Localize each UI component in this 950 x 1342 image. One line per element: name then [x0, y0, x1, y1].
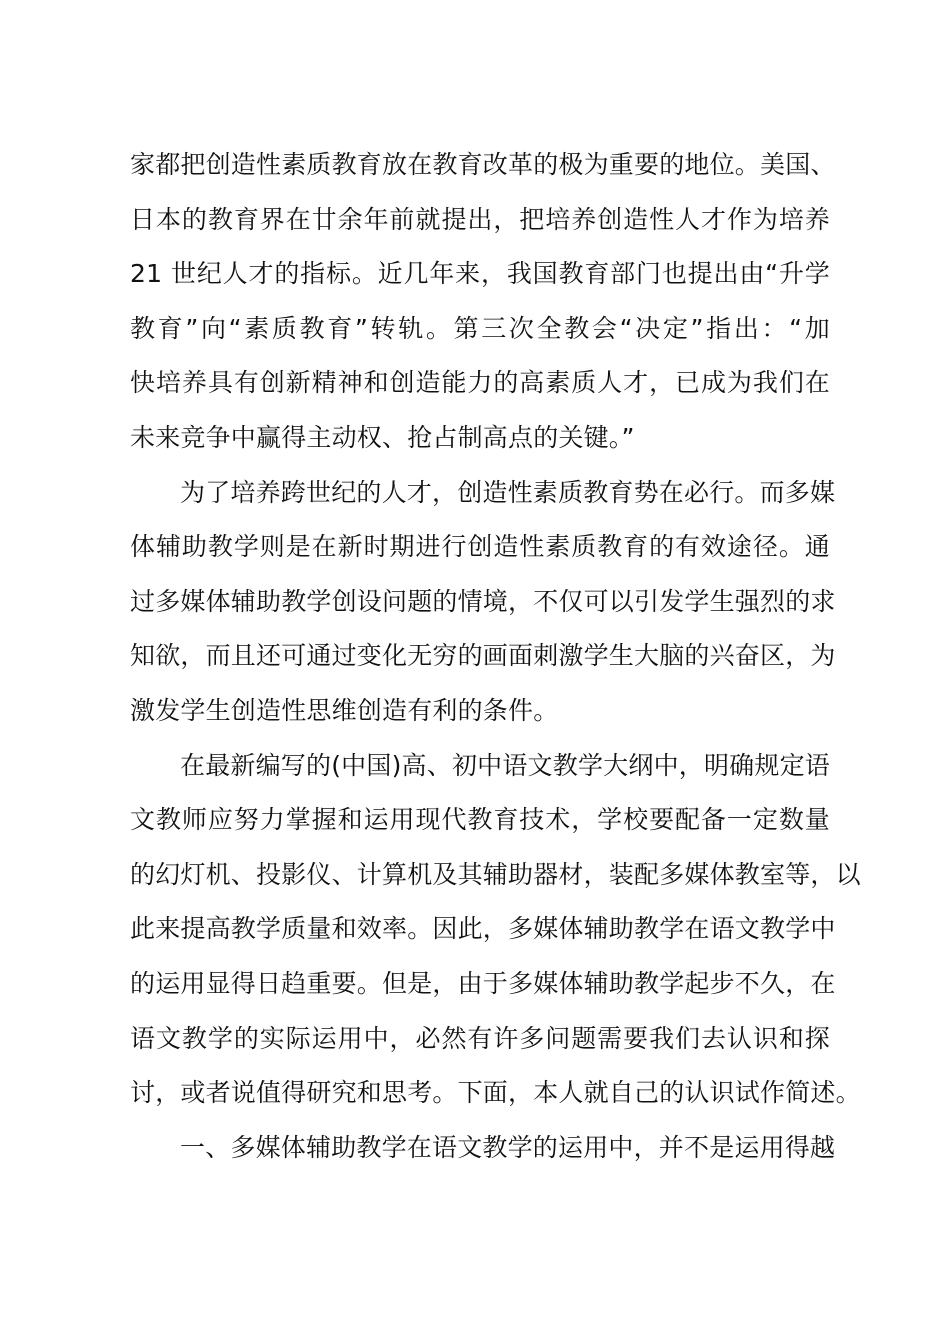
- text-line: 的运用显得日趋重要。但是，由于多媒体辅助教学起步不久，在: [130, 968, 836, 998]
- text-line: 体辅助教学则是在新时期进行创造性素质教育的有效途径。通: [130, 532, 830, 562]
- text-line: 知欲，而且还可通过变化无穷的画面刺激学生大脑的兴奋区，为: [130, 641, 836, 671]
- text-line: 一、多媒体辅助教学在语文教学的运用中，并不是运用得越: [180, 1132, 836, 1162]
- text-line: 家都把创造性素质教育放在教育改革的极为重要的地位。美国、: [130, 150, 836, 179]
- text-line: 的幻灯机、投影仪、计算机及其辅助器材，装配多媒体教室等，以: [130, 859, 861, 889]
- section-heading-paragraph: [130, 1121, 836, 1176]
- paragraph: [130, 739, 861, 1121]
- text-line: 文教师应努力掌握和运用现代教育技术，学校要配备一定数量: [130, 805, 830, 835]
- text-line: 快培养具有创新精神和创造能力的高素质人才，已成为我们在: [130, 368, 830, 398]
- paragraph: [130, 138, 836, 466]
- text-line: 为了培养跨世纪的人才，创造性素质教育势在必行。而多媒: [180, 477, 836, 507]
- text-line: 过多媒体辅助教学创设问题的情境，不仅可以引发学生强烈的求: [130, 586, 836, 616]
- text-line: 激发学生创造性思维创造有利的条件。: [130, 695, 559, 725]
- text-line: 21 世纪人才的指标。近几年来，我国教育部门也提出由“升学: [130, 259, 830, 289]
- body-text: [130, 138, 861, 1175]
- text-line: 此来提高教学质量和效率。因此，多媒体辅助教学在语文教学中: [130, 914, 836, 944]
- text-line: 讨，或者说值得研究和思考。下面，本人就自己的认识试作简述。: [130, 1078, 861, 1108]
- text-line: 语文教学的实际运用中，必然有许多问题需要我们去认识和探: [130, 1023, 830, 1053]
- text-line: 在最新编写的(中国)高、初中语文教学大纲中，明确规定语: [180, 750, 830, 780]
- paragraph: [130, 466, 836, 739]
- text-line: 日本的教育界在廿余年前就提出，把培养创造性人才作为培养: [130, 204, 830, 234]
- text-line: 未来竞争中赢得主动权、抢占制高点的关键。”: [130, 422, 635, 452]
- text-line: 教育”向“素质教育”转轨。第三次全教会“决定”指出：“加: [130, 313, 830, 343]
